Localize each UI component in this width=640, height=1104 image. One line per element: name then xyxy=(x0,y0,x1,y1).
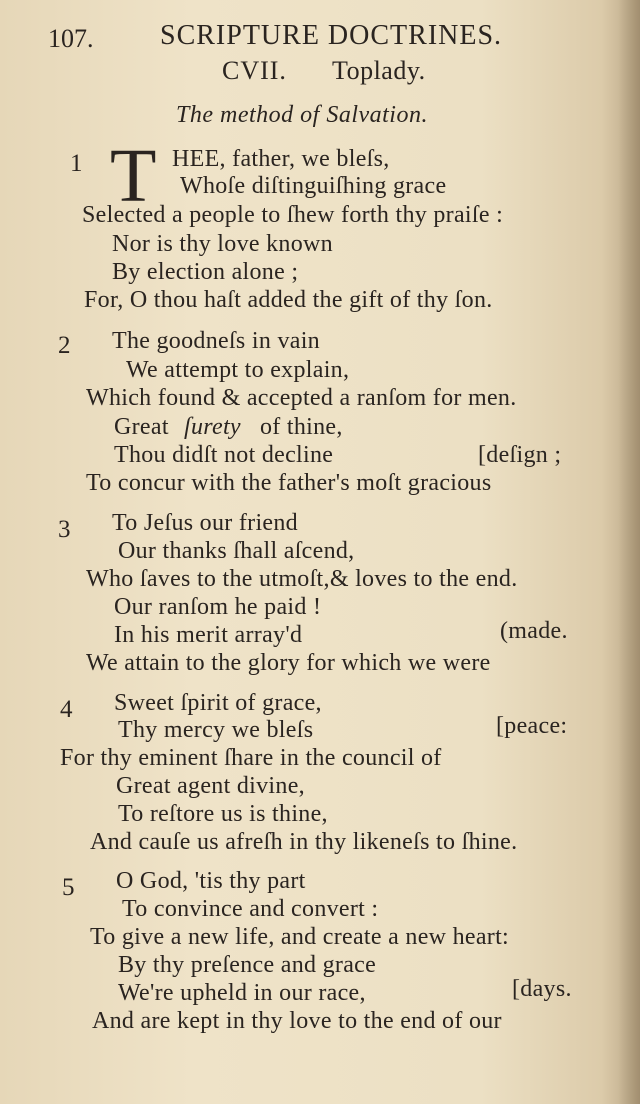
verse-line: Which found & accepted a ranſom for men. xyxy=(86,385,517,411)
stanza-number: 2 xyxy=(58,332,71,359)
verse-line: The goodneſs in vain xyxy=(112,328,320,354)
verse-line: By election alone ; xyxy=(112,259,299,285)
page-number: 107. xyxy=(48,24,94,53)
verse-line: of thine, xyxy=(260,414,343,440)
catchword-bracket: [days. xyxy=(512,976,572,1002)
verse-line: For, O thou haſt added the gift of thy ſon. xyxy=(84,287,493,313)
verse-line: O God, 'tis thy part xyxy=(116,868,306,894)
verse-line: HEE, father, we bleſs, xyxy=(172,146,390,172)
catchword-bracket: [peace: xyxy=(496,713,568,739)
verse-line: Our thanks ſhall aſcend, xyxy=(118,538,355,564)
running-title: SCRIPTURE DOCTRINES. xyxy=(160,20,503,51)
hymn-subtitle: The method of Salvation. xyxy=(176,102,428,128)
verse-line: We attempt to explain, xyxy=(126,357,350,383)
catchword-bracket: [deſign ; xyxy=(478,442,562,468)
verse-line: By thy preſence and grace xyxy=(118,952,377,978)
running-header xyxy=(48,18,548,54)
verse-line: Nor is thy love known xyxy=(112,231,333,257)
catchword-bracket: (made. xyxy=(500,618,568,644)
stanza-number: 1 xyxy=(70,150,83,177)
hymn-number: CVII. xyxy=(222,56,287,85)
verse-line: And are kept in thy love to the end of our xyxy=(92,1008,502,1034)
drop-cap: T xyxy=(110,134,157,218)
verse-line: To give a new life, and create a new heart: xyxy=(90,924,510,950)
verse-line: Selected a people to ſhew forth thy praiſe : xyxy=(82,202,504,228)
verse-line: Thou didſt not decline xyxy=(114,442,334,468)
verse-line: Who ſaves to the utmoſt,& loves to the end. xyxy=(86,566,518,592)
verse-line: For thy eminent ſhare in the council of xyxy=(60,745,442,771)
verse-line: And cauſe us afreſh in thy likeneſs to ſhine. xyxy=(90,829,518,855)
verse-line: To convince and convert : xyxy=(122,896,379,922)
verse-line: Whoſe diſtinguiſhing grace xyxy=(180,173,447,199)
verse-line: To concur with the father's moſt gracious xyxy=(86,470,492,496)
verse-line: In his merit array'd xyxy=(114,622,303,648)
page-gutter-shadow xyxy=(618,0,640,1104)
stanza-number: 4 xyxy=(60,696,73,723)
verse-line: Great agent divine, xyxy=(116,773,305,799)
verse-line: Our ranſom he paid ! xyxy=(114,594,322,620)
hymn-author: Toplady. xyxy=(332,56,426,85)
stanza-number: 5 xyxy=(62,874,75,901)
verse-line: Thy mercy we bleſs xyxy=(118,717,314,743)
verse-line: We're upheld in our race, xyxy=(118,980,366,1006)
verse-line: We attain to the glory for which we were xyxy=(86,650,491,676)
verse-line: To Jeſus our friend xyxy=(112,510,298,536)
verse-line-italic: ſurety xyxy=(184,414,241,440)
verse-line: Sweet ſpirit of grace, xyxy=(114,690,322,716)
stanza-number: 3 xyxy=(58,516,71,543)
verse-line: To reſtore us is thine, xyxy=(118,801,328,827)
verse-line: Great xyxy=(114,414,169,440)
